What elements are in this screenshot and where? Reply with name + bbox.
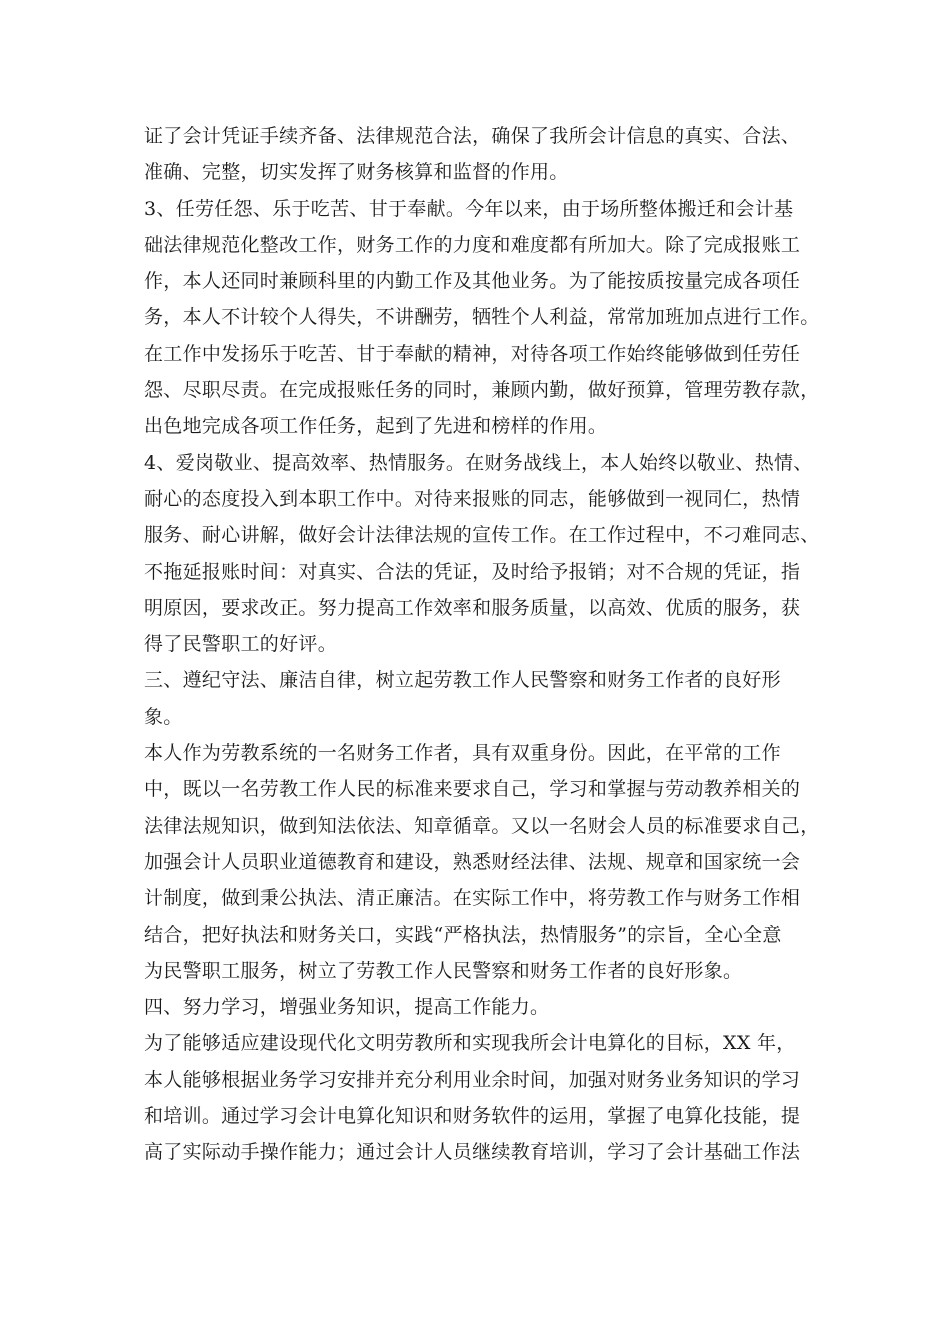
text-line: 础法律规范化整改工作，财务工作的力度和难度都有所加大。除了完成报账工 [144,233,801,256]
text-line: 得了民警职工的好评。 [144,633,338,656]
text-line: 为了能够适应建设现代化文明劳教所和实现我所会计电算化的目标，XX 年， [144,1032,796,1055]
text-line: 四、努力学习，增强业务知识，提高工作能力。 [144,996,550,1019]
document-body [144,118,824,1171]
text-line: 耐心的态度投入到本职工作中。对待来报账的同志，能够做到一视同仁，热情 [144,487,801,510]
text-line: 和培训。通过学习会计电算化知识和财务软件的运用，掌握了电算化技能，提 [144,1105,801,1128]
text-line: 出色地完成各项工作任务，起到了先进和榜样的作用。 [144,415,608,438]
text-line: 证了会计凭证手续齐备、法律规范合法，确保了我所会计信息的真实、合法、 [144,125,801,147]
text-line: 怨、尽职尽责。在完成报账任务的同时，兼顾内勤，做好预算，管理劳教存款， [144,379,820,402]
text-line: 3、任劳任怨、乐于吃苦、甘于奉献。今年以来，由于场所整体搬迁和会计基 [144,197,794,220]
text-line: 准确、完整，切实发挥了财务核算和监督的作用。 [144,161,569,184]
text-line: 不拖延报账时间：对真实、合法的凭证，及时给予报销；对不合规的凭证，指 [144,560,801,583]
text-line: 本人能够根据业务学习安排并充分利用业余时间，加强对财务业务知识的学习 [144,1068,801,1091]
text-line: 结合，把好执法和财务关口，实践“严格执法，热情服务”的宗旨，全心全意 [144,923,782,946]
text-line: 计制度，做到秉公执法、清正廉洁。在实际工作中，将劳教工作与财务工作相 [144,887,801,910]
text-line: 象。 [144,705,183,728]
text-line: 明原因，要求改正。努力提高工作效率和服务质量，以高效、优质的服务，获 [144,596,801,619]
text-line: 为民警职工服务，树立了劳教工作人民警察和财务工作者的良好形象。 [144,959,743,982]
text-line: 务，本人不计较个人得失，不讲酬劳，牺牲个人利益，常常加班加点进行工作。 [144,306,820,329]
text-line: 在工作中发扬乐于吃苦、甘于奉献的精神，对待各项工作始终能够做到任劳任 [144,342,801,365]
text-line: 作，本人还同时兼顾科里的内勤工作及其他业务。为了能按质按量完成各项任 [144,270,801,293]
text-line: 4、爱岗敬业、提高效率、热情服务。在财务战线上，本人始终以敬业、热情、 [144,451,813,474]
text-line: 法律法规知识，做到知法依法、知章循章。又以一名财会人员的标准要求自己， [144,814,820,837]
text-line: 加强会计人员职业道德教育和建设，熟悉财经法律、法规、规章和国家统一会 [144,850,801,873]
text-line: 高了实际动手操作能力；通过会计人员继续教育培训，学习了会计基础工作法 [144,1141,801,1164]
text-line: 本人作为劳教系统的一名财务工作者，具有双重身份。因此，在平常的工作 [144,742,781,765]
text-line: 中，既以一名劳教工作人民的标准来要求自己，学习和掌握与劳动教养相关的 [144,778,801,801]
text-line: 三、遵纪守法、廉洁自律，树立起劳教工作人民警察和财务工作者的良好形 [144,669,781,692]
text-line: 服务、耐心讲解，做好会计法律法规的宣传工作。在工作过程中，不刁难同志、 [144,524,820,547]
